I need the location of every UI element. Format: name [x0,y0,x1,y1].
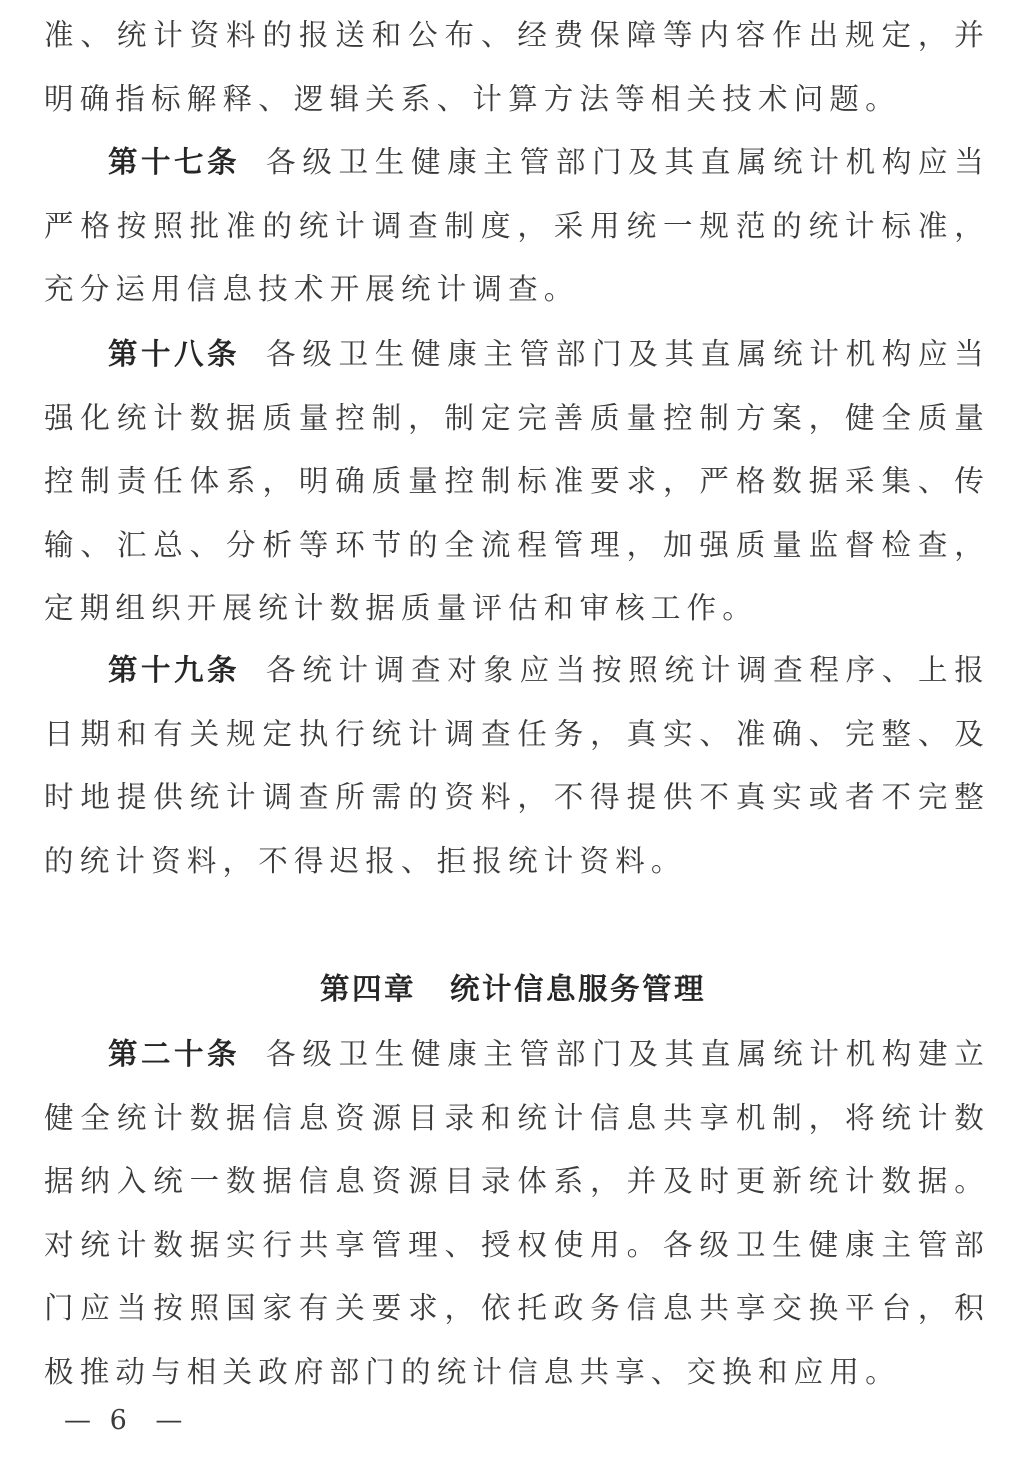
article-number: 第十八条 [108,337,241,371]
article-text: 各级卫生健康主管部门及其直属统计机构建立健全统计数据信息资源目录和统计信息共享机制，将统计数据纳入统一数据信息资源目录体系，并及时更新统计数据。对统计数据实行共享管理、授权使用。各级卫生健康主管部门应当按照国家有关要求，依托政务信息共享交换平台，积极推动与相关政府部门的统计信息共享、交换和应用。 [44,1037,990,1389]
chapter-title: 统计信息服务管理 [450,972,707,1006]
article-20 [44,1023,990,1404]
chapter-number: 第四章 [319,972,416,1006]
article-18 [44,323,990,641]
article-19 [44,639,990,893]
paragraph-text: 准、统计资料的报送和公布、经费保障等内容作出规定，并明确指标解释、逻辑关系、计算方法等相关技术问题。 [44,18,990,116]
page-number [64,1401,182,1441]
article-number: 第十九条 [108,653,241,687]
page-number-dash-right: — [155,1405,183,1436]
article-text: 各级卫生健康主管部门及其直属统计机构应当严格按照批准的统计调查制度，采用统一规范的统计标准，充分运用信息技术开展统计调查。 [44,145,990,306]
chapter-heading [0,963,1026,1015]
article-number: 第十七条 [108,145,241,179]
article-text: 各统计调查对象应当按照统计调查程序、上报日期和有关规定执行统计调查任务，真实、准确、完整、及时地提供统计调查所需的资料，不得提供不真实或者不完整的统计资料，不得迟报、拒报统计资料。 [44,653,990,878]
article-17 [44,131,990,322]
page-number-dash-left: — [64,1405,91,1436]
page-number-value: 6 [109,1405,137,1436]
paragraph-continued [44,4,990,131]
article-number: 第二十条 [108,1037,241,1071]
article-text: 各级卫生健康主管部门及其直属统计机构应当强化统计数据质量控制，制定完善质量控制方案，健全质量控制责任体系，明确质量控制标准要求，严格数据采集、传输、汇总、分析等环节的全流程管理，加强质量监督检查，定期组织开展统计数据质量评估和审核工作。 [44,337,990,625]
